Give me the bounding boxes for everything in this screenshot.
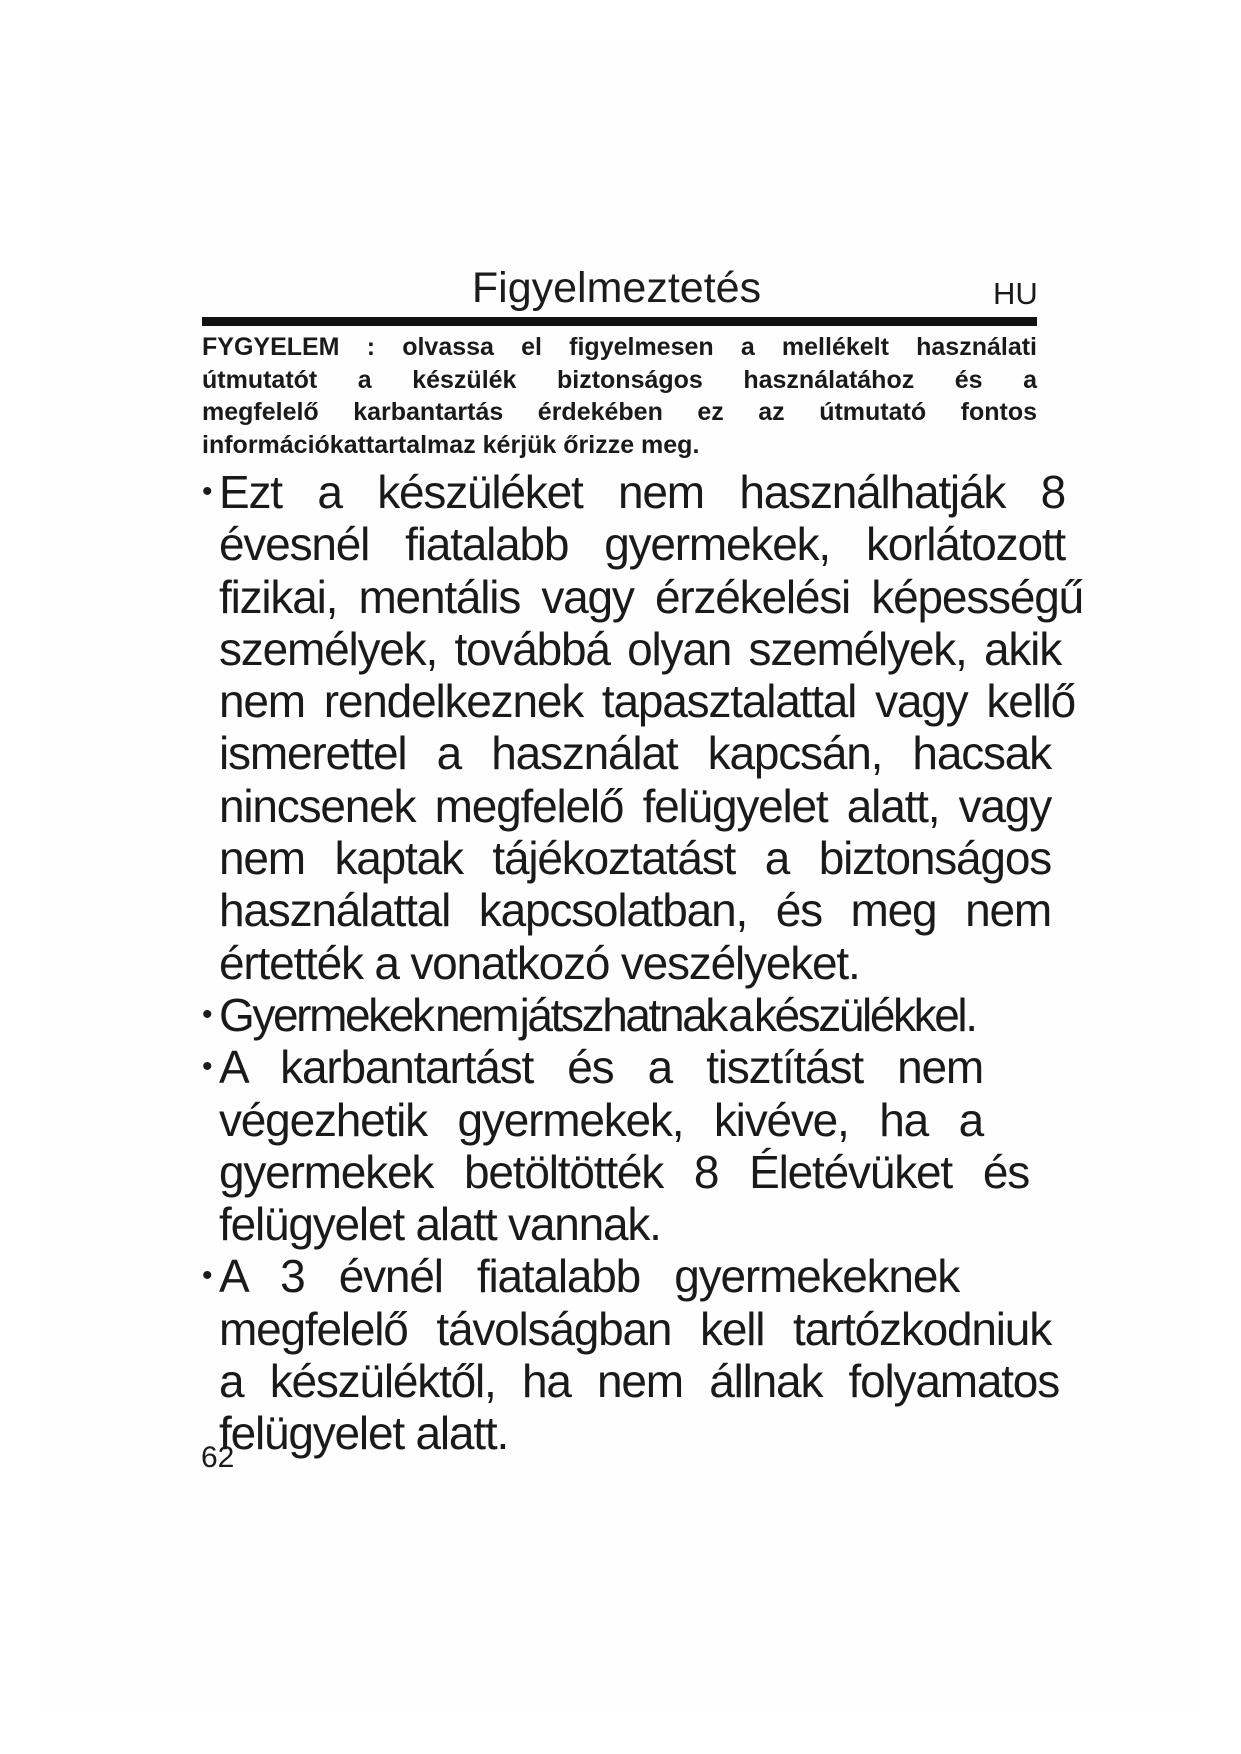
list-line: Ezt a készüléket nem használhatják 8 <box>219 466 1065 518</box>
warning-line: FYGYELEM : olvassa el figyelmesen a mellékelt használati <box>202 333 1037 361</box>
list-item <box>202 1041 1102 1250</box>
list-item <box>202 989 1102 1041</box>
page-number: 62 <box>201 1441 235 1474</box>
bullet-icon: • <box>202 475 213 508</box>
warning-paragraph <box>202 331 1037 461</box>
list-line: felügyelet alatt. <box>219 1407 509 1460</box>
list-line: megfelelő távolságban kell tartózkodniuk <box>219 1302 1051 1355</box>
list-line: felügyelet alatt vannak. <box>219 1198 661 1251</box>
bullet-icon: • <box>202 1259 213 1293</box>
list-line: A 3 évnél fiatalabb gyermekeknek <box>219 1250 959 1303</box>
list-line: értették a vonatkozó veszélyeket. <box>219 936 860 989</box>
list-line: Gyermekek nem játszhatnak a készülékkel. <box>219 988 976 1041</box>
list-line: évesnél fiatalabb gyermekek, korlátozott <box>219 518 1065 571</box>
bullet-icon: • <box>202 997 213 1031</box>
language-code: HU <box>993 276 1038 311</box>
title-divider <box>202 317 1037 326</box>
warning-line: információkattartalmaz kérjük őrizze meg. <box>202 430 700 459</box>
page-title: Figyelmeztetés <box>471 264 762 312</box>
list-line: használattal kapcsolatban, és meg nem <box>219 884 1051 937</box>
bullet-icon: • <box>202 1050 213 1084</box>
list-line: nincsenek megfelelő felügyelet alatt, vagy <box>219 779 1051 832</box>
warning-line: útmutatót a készülék biztonságos használatához és a <box>202 365 1037 394</box>
list-item <box>202 466 1102 989</box>
list-line: a készüléktől, ha nem állnak folyamatos <box>219 1355 1059 1408</box>
list-line: végezhetik gyermekek, kivéve, ha a <box>219 1093 983 1146</box>
list-line: személyek, továbbá olyan személyek, akik <box>219 622 1061 675</box>
safety-list <box>202 466 1102 1460</box>
list-line: ismerettel a használat kapcsán, hacsak <box>219 727 1051 780</box>
list-line: A karbantartást és a tisztítást nem <box>219 1041 983 1094</box>
list-line: nem kaptak tájékoztatást a biztonságos <box>219 832 1051 885</box>
list-line: gyermekek betöltötték 8 Életévüket és <box>219 1145 1029 1198</box>
warning-line: megfelelő karbantartás érdekében ez az útmutató fontos <box>202 398 1037 426</box>
list-item <box>202 1250 1102 1459</box>
list-line: fizikai, mentális vagy érzékelési képességű <box>219 570 1083 623</box>
list-line: nem rendelkeznek tapasztalattal vagy kellő <box>219 675 1075 728</box>
